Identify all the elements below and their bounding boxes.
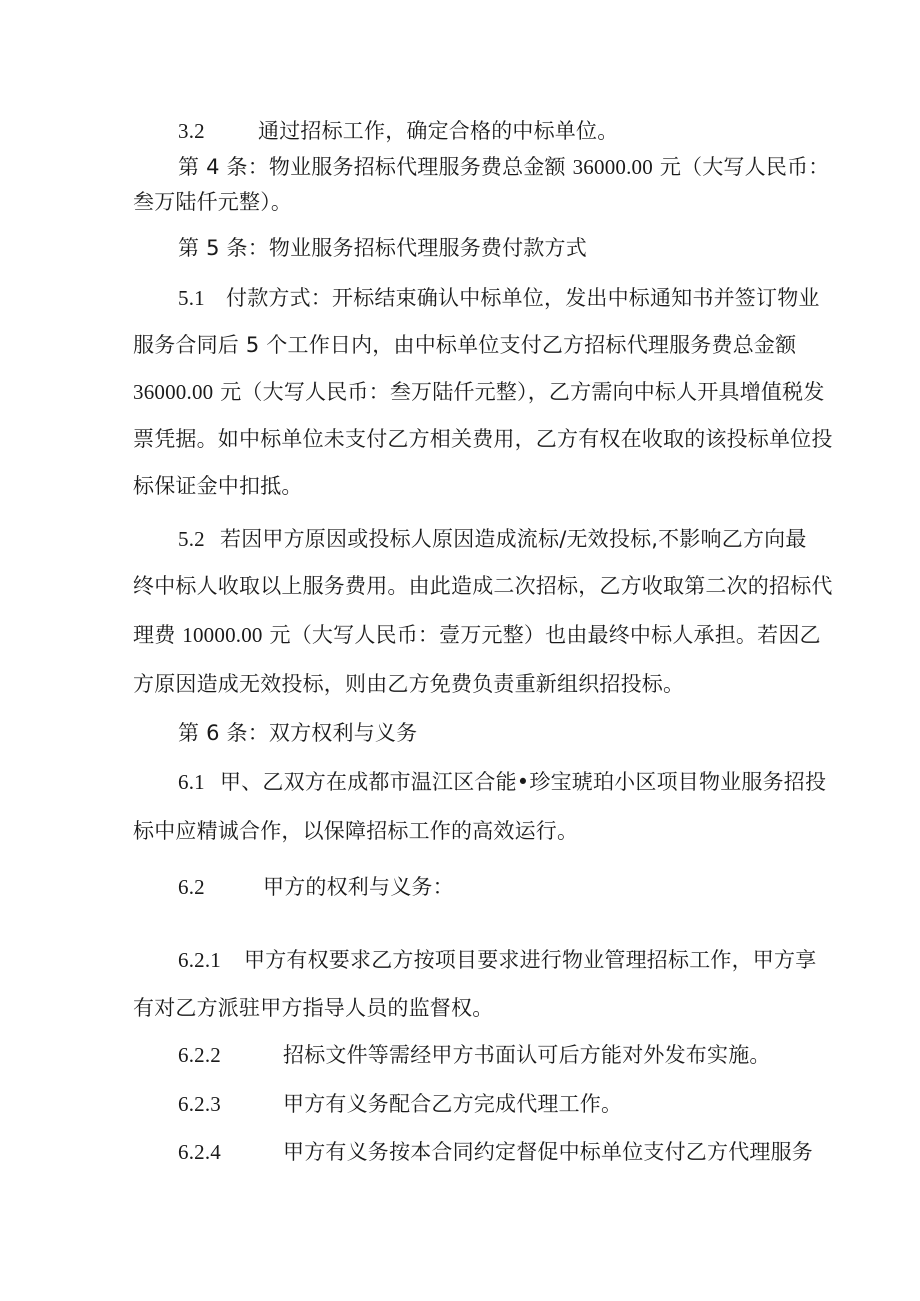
clause-text: 通过招标工作，确定合格的中标单位。 (258, 119, 619, 143)
clause-6-2 (178, 872, 858, 902)
article-6-heading: 第 6 条：双方权利与义务 (178, 721, 418, 745)
clause-number: 5.2 (178, 527, 205, 551)
clause-5-1-line-4: 票凭据。如中标单位未支付乙方相关费用，乙方有权在收取的该投标单位投 (133, 427, 833, 451)
clause-text: 甲方有义务配合乙方完成代理工作。 (283, 1092, 623, 1116)
article-4-amount: 36000.00 (572, 155, 653, 179)
clause-5-2-line-2: 终中标人收取以上服务费用。由此造成二次招标，乙方收取第二次的招标代 (133, 574, 833, 598)
clause-text: 甲方有义务按本合同约定督促中标单位支付乙方代理服务 (283, 1140, 813, 1164)
clause-5-1-line-3 (133, 377, 825, 407)
clause-6-2-1-line-2: 有对乙方派驻甲方指导人员的监督权。 (133, 996, 494, 1020)
clause-6-1-line-1 (178, 767, 858, 797)
clause-5-2-line-4: 方原因造成无效投标，则由乙方免费负责重新组织招投标。 (133, 672, 685, 696)
clause-text: 甲方的权利与义务： (263, 875, 454, 899)
clause-6-2-2 (178, 1040, 858, 1070)
clause-6-2-1-line-1 (178, 945, 858, 975)
clause-text: 甲、乙双方在成都市温江区合能•珍宝琥珀小区项目物业服务招投 (220, 770, 827, 794)
clause-3-2 (178, 116, 858, 146)
clause-text: 招标文件等需经甲方书面认可后方能对外发布实施。 (283, 1043, 771, 1067)
clause-5-2-text-post: 元（大写人民币：壹万元整）也由最终中标人承担。若因乙 (262, 623, 821, 647)
clause-5-1-text-post: 元（大写人民币：叁万陆仟元整），乙方需向中标人开具增值税发 (213, 380, 825, 404)
clause-5-1-amount: 36000.00 (133, 380, 214, 404)
article-5-heading: 第 5 条：物业服务招标代理服务费付款方式 (178, 236, 587, 260)
clause-5-1-line-2: 服务合同后 5 个工作日内，由中标单位支付乙方招标代理服务费总金额 (133, 333, 797, 357)
clause-6-2-3 (178, 1089, 858, 1119)
clause-number: 6.2.3 (178, 1092, 221, 1116)
clause-text: 甲方有权要求乙方按项目要求进行物业管理招标工作，甲方享 (244, 948, 817, 972)
article-4-line-2: 叁万陆仟元整）。 (133, 190, 293, 214)
clause-number: 3.2 (178, 119, 205, 143)
clause-number: 5.1 (178, 286, 205, 310)
clause-5-2-text-pre: 理费 (133, 623, 183, 647)
article-4-text-pre: 第 4 条：物业服务招标代理服务费总金额 (178, 155, 573, 179)
clause-5-1-line-5: 标保证金中扣抵。 (133, 474, 303, 498)
clause-5-2-amount: 10000.00 (182, 623, 263, 647)
clause-number: 6.2.1 (178, 948, 221, 972)
clause-5-2-line-3 (133, 620, 821, 650)
article-4-line-1 (178, 152, 858, 182)
clause-text: 若因甲方原因或投标人原因造成流标/无效投标,不影响乙方向最 (220, 527, 807, 551)
clause-5-2-line-1 (178, 524, 858, 554)
clause-6-2-4 (178, 1137, 858, 1167)
clause-6-1-line-2: 标中应精诚合作，以保障招标工作的高效运行。 (133, 819, 579, 843)
article-4-text-post: 元（大写人民币： (652, 155, 830, 179)
clause-number: 6.2.4 (178, 1140, 221, 1164)
clause-5-1-line-1 (178, 283, 858, 313)
clause-number: 6.2.2 (178, 1043, 221, 1067)
clause-number: 6.1 (178, 770, 205, 794)
clause-number: 6.2 (178, 875, 205, 899)
clause-text: 付款方式：开标结束确认中标单位，发出中标通知书并签订物业 (226, 286, 820, 310)
